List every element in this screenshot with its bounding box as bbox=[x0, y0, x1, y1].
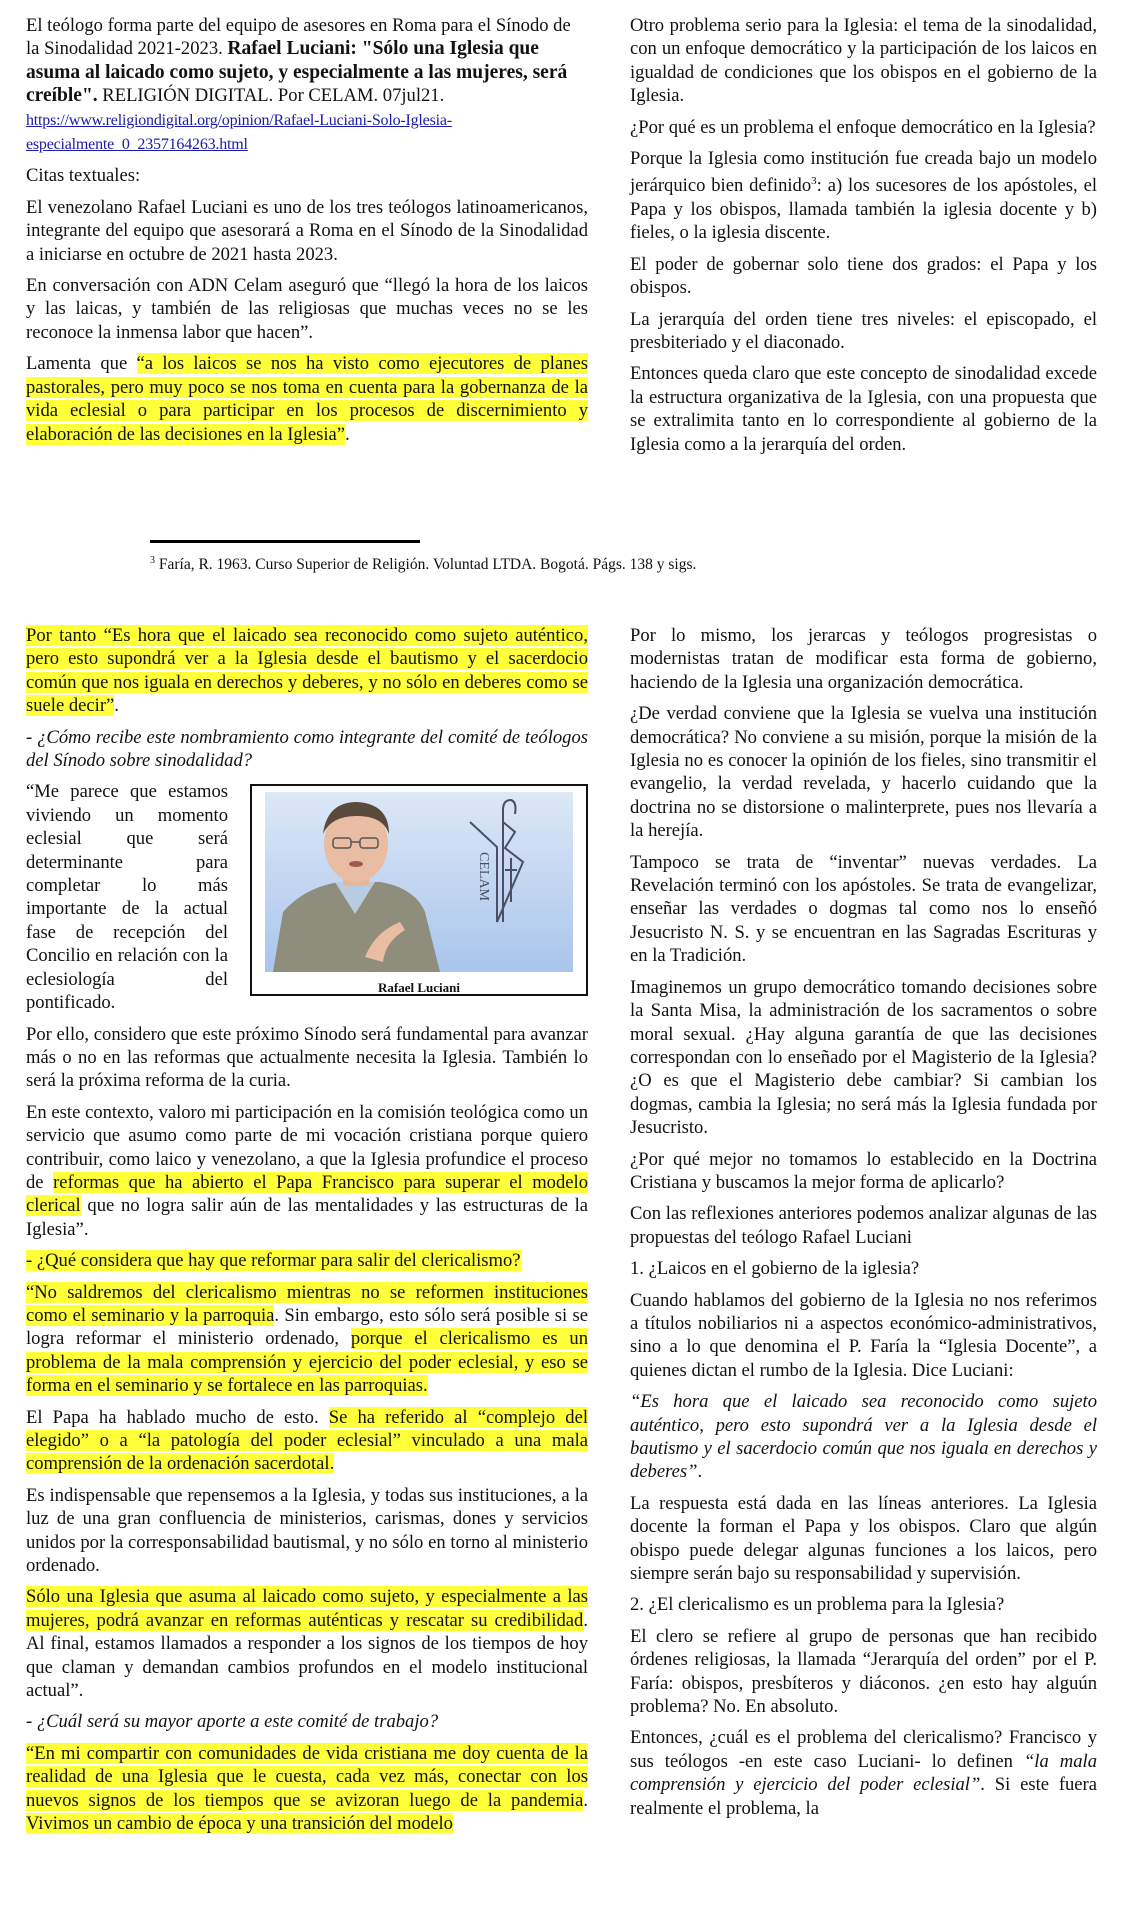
paragraph: “No saldremos del clericalismo mientras no se reformen instituciones como el seminario y la parroquia. Sin embargo, esto sólo será posible si se logra reformar el ministerio ordenado, porque el clericalismo es un problema de la mala comprensión y ejercicio del poder eclesial, y eso se forma en el seminario y se fortalece en las parroquias. bbox=[26, 1281, 588, 1397]
photo-caption: Rafael Luciani bbox=[378, 980, 460, 996]
section-heading: 1. ¿Laicos en el gobierno de la iglesia? bbox=[630, 1258, 920, 1280]
paragraph: En este contexto, valoro mi participación en la comisión teológica como un servicio que asumo como parte de mi vocación cristiana porque quiero contribuir, como laico y venezolano, a que la Iglesia profundice el proceso de reformas que ha abierto el Papa Francisco para superar el modelo clerical que no logra salir aún de las mentalidades y las estructuras de la Iglesia”. bbox=[26, 1101, 588, 1240]
intro-text: El teólogo forma parte del equipo de asesores en Roma para el Sínodo de la Sinodalidad 2021-2023. bbox=[26, 15, 571, 60]
paragraph: Por ello, considero que este próximo Sínodo será fundamental para avanzar más o no en las reformas que actualmente necesita la Iglesia. También lo será la próxima reforma de la curia. bbox=[26, 1023, 588, 1092]
source-line: RELIGIÓN DIGITAL. Por CELAM. 07jul21. bbox=[97, 85, 445, 107]
paragraph: El clero se refiere al grupo de personas que han recibido órdenes religiosas, la llamada “Jerarquía del orden” por el P. Faría: obispos, presbíteros y diáconos. ¿en esto hay alguún problema? No. En absoluto. bbox=[630, 1625, 1097, 1718]
footnote bbox=[150, 555, 696, 574]
footnote-number: 3 bbox=[150, 555, 155, 566]
paragraph: Entonces queda claro que este concepto de sinodalidad excede la estructura organizativa de la Iglesia, con una propuesta que se extralimita tanto en lo correspondiente al gobierno de la Iglesia como a la jerarquía del orden. bbox=[630, 363, 1097, 455]
interview-question: - ¿Cómo recibe este nombramiento como integrante del comité de teólogos del Sínodo sobre sinodalidad? bbox=[26, 726, 588, 772]
article-headline: Rafael Luciani: "Sólo una Iglesia que asuma al laicado como sujeto, y especialmente a las mujeres, será creíble". bbox=[26, 38, 568, 107]
footnote-ref[interactable]: 3 bbox=[811, 175, 817, 188]
highlighted-quote: “a los laicos se nos ha visto como ejecutores de planes pastorales, pero muy poco se nos toma en cuenta para la gobernanza de la vida eclesial o para participar en los procesos de discernimiento y elaboración de las decisiones en la Iglesia” bbox=[26, 353, 588, 445]
highlighted-text: Se ha referido al “complejo del elegido” o a “la patología del poder eclesial” vinculado a una mala comprensión de la ordenación sacerdotal. bbox=[26, 1406, 588, 1475]
interview-question: - ¿Cuál será su mayor aporte a este comité de trabajo? bbox=[26, 1711, 439, 1733]
footnote-text: Faría, R. 1963. Curso Superior de Religión. Voluntad LTDA. Bogotá. Págs. 138 y sigs. bbox=[155, 556, 697, 574]
highlighted-text: porque el clericalismo es un problema de la mala comprensión y ejercicio del poder eclesial, y eso se forma en el seminario y se fortalece en las parroquias. bbox=[26, 1328, 588, 1397]
highlighted-quote: Por tanto “Es hora que el laicado sea reconocido como sujeto auténtico, pero esto supondrá ver a la Iglesia desde el bautismo y el sacerdocio común que nos iguala en derechos y deberes, y no sólo en deberes como se suele decir” bbox=[26, 625, 588, 717]
paragraph: Sólo una Iglesia que asuma al laicado como sujeto, y especialmente a las mujeres, podrá avanzar en reformas auténticas y rescatar su credibilidad. Al final, estamos llamados a responder a los signos de los tiempos de hoy que claman y demandan cambios profundos en el modelo institucional actual”. bbox=[26, 1586, 588, 1702]
citas-label: Citas textuales: bbox=[26, 165, 141, 187]
paragraph: El poder de gobernar solo tiene dos grados: el Papa y los obispos. bbox=[630, 253, 1097, 299]
svg-text:CELAM: CELAM bbox=[476, 852, 491, 902]
paragraph: El venezolano Rafael Luciani es uno de los tres teólogos latinoamericanos, integrante del equipo que asesorará a Roma en el Sínodo de la Sinodalidad a iniciarse en octubre de 2021 hasta 2023. bbox=[26, 196, 588, 265]
person-photo-icon bbox=[265, 792, 573, 972]
highlighted-text: “En mi compartir con comunidades de vida cristiana me doy cuenta de la realidad de una Iglesia que le cuesta, cada vez más, conectar con los nuevos signos de los tiempos que se avizoran luego de la pandemia bbox=[26, 1742, 588, 1811]
question-paragraph: ¿Por qué es un problema el enfoque democrático en la Iglesia? bbox=[630, 116, 1096, 138]
highlighted-text: Sólo una Iglesia que asuma al laicado como sujeto, y especialmente a las mujeres, podrá avanzar en reformas auténticas y rescatar su credibilidad bbox=[26, 1586, 588, 1631]
paragraph: La jerarquía del orden tiene tres niveles: el episcopado, el presbiteriado y el diaconado. bbox=[630, 308, 1097, 354]
paragraph: Por tanto “Es hora que el laicado sea reconocido como sujeto auténtico, pero esto supondrá ver a la Iglesia desde el bautismo y el sacerdocio común que nos iguala en derechos y deberes, y no sólo en deberes como se suele decir”. bbox=[26, 625, 588, 717]
section-heading: 2. ¿El clericalismo es un problema para la Iglesia? bbox=[630, 1594, 1005, 1616]
paragraph: Lamenta que “a los laicos se nos ha visto como ejecutores de planes pastorales, pero muy poco se nos toma en cuenta para la gobernanza de la vida eclesial o para participar en los procesos de discernimiento y elaboración de las decisiones en la Iglesia”. bbox=[26, 353, 588, 445]
highlighted-text: Vivimos un cambio de época y una transición del modelo bbox=[26, 1813, 453, 1835]
footnote-divider bbox=[150, 540, 420, 543]
paragraph: Es indispensable que repensemos a la Iglesia, y todas sus instituciones, a la luz de una gran confluencia de ministerios, carismas, dones y servicios unidos por la corresponsabilidad bautismal, y no sólo en torno al ministerio ordenado. bbox=[26, 1484, 588, 1577]
highlighted-text: “No saldremos del clericalismo mientras no se reformen instituciones como el seminario y la parroquia bbox=[26, 1281, 588, 1326]
paragraph: La respuesta está dada en las líneas anteriores. La Iglesia docente la forman el Papa y los obispos. Claro que algún obispo puede delegar algunas funciones a los laicos, pero siempre serán bajo su responsabilidad y supervisión. bbox=[630, 1492, 1097, 1585]
paragraph: Por lo mismo, los jerarcas y teólogos progresistas o modernistas tratan de modificar esta forma de gobierno, haciendo de la Iglesia una organización democrática. bbox=[630, 625, 1097, 693]
block-quote: “Es hora que el laicado sea reconocido como sujeto auténtico, pero esto supondrá ver a la Iglesia desde el bautismo y el sacerdocio común que nos iguala en derechos y deberes”. bbox=[630, 1391, 1097, 1483]
page1-right-column bbox=[630, 14, 1097, 464]
text-with-photo bbox=[26, 780, 588, 1014]
paragraph: Cuando hablamos del gobierno de la Iglesia no nos referimos a títulos nobiliarios ni a aspectos económico-administrativos, sino a lo que denomina el P. Faría la “Iglesia Docente”, a quienes dictan el rumbo de la Iglesia. Dice Luciani: bbox=[630, 1289, 1097, 1381]
celam-logo-icon bbox=[470, 800, 523, 922]
page2-left-column bbox=[26, 624, 588, 1844]
paragraph: Con las reflexiones anteriores podemos analizar algunas de las propuestas del teólogo Rafael Luciani bbox=[630, 1203, 1097, 1248]
paragraph: El Papa ha hablado mucho de esto. Se ha referido al “complejo del elegido” o a “la patología del poder eclesial” vinculado a una mala comprensión de la ordenación sacerdotal. bbox=[26, 1406, 588, 1475]
page1-left-column bbox=[26, 14, 588, 454]
paragraph: Porque la Iglesia como institución fue creada bajo un modelo jerárquico bien definido$^3$: a) los sucesores de los apóstoles, el Papa y los obispos, llamada también la iglesia docente y b) fieles, o la iglesia discente. bbox=[630, 148, 1097, 244]
paragraph: Imaginemos un grupo democrático tomando decisiones sobre la Santa Misa, la administración de los sacramentos o sobre moral sexual. ¿Hay alguna garantía de que las decisiones correspondan con lo enseñado por el Magisterio de la Iglesia? ¿O es que el Magisterio debe cambiar? Si cambian los dogmas, cambia la Iglesia; no será más la Iglesia fundada por Jesucristo. bbox=[630, 976, 1097, 1139]
photo-frame bbox=[250, 784, 588, 996]
paragraph: ¿De verdad conviene que la Iglesia se vuelva una institución democrática? No conviene a su misión, porque la misión de la Iglesia no es conocer la opinión de los fieles, sino transmitir el evangelio, la verdad revelada, y hacerlo cuidando que la doctrina no se distorsione o malinterprete, pues nos llevaría a la herejía. bbox=[630, 703, 1097, 842]
article-url-link[interactable]: https://www.religiondigital.org/opinion/Rafael-Luciani-Solo-Iglesia-especialmente_0_2357164263.html bbox=[26, 111, 452, 154]
paragraph: Entonces, ¿cuál es el problema del clericalismo? Francisco y sus teólogos -en este caso Luciani- lo definen “la mala comprensión y ejercicio del poder eclesial”. Si este fuera realmente el problema, la bbox=[630, 1727, 1098, 1819]
paragraph: Tampoco se trata de “inventar” nuevas verdades. La Revelación terminó con los apóstoles. Se trata de evangelizar, enseñar las verdades o dogmas tal como nos lo enseñó Jesucristo N. S. y se encuentran en las Sagradas Escrituras y en la Tradición. bbox=[630, 851, 1097, 967]
page2-right-column bbox=[630, 624, 1097, 1828]
interview-question: - ¿Qué considera que hay que reformar para salir del clericalismo? bbox=[26, 1250, 521, 1272]
paragraph: En conversación con ADN Celam aseguró que “llegó la hora de los laicos y las laicas, y también de las religiosas que muchas veces no se les reconoce la inmensa labor que hacen”. bbox=[26, 275, 588, 343]
highlighted-text: reformas que ha abierto el Papa Francisco para superar el modelo clerical bbox=[26, 1171, 588, 1217]
paragraph: “Me parece que estamos viviendo un momento eclesial que será determinante para completar lo más importante de la actual fase de recepción del Concilio en relación con la eclesiología del pontificado. bbox=[26, 781, 228, 1014]
paragraph: “En mi compartir con comunidades de vida cristiana me doy cuenta de la realidad de una Iglesia que le cuesta, cada vez más, conectar con los nuevos signos de los tiempos que se avizoran luego de la pandemia. Vivimos un cambio de época y una transición del modelo bbox=[26, 1742, 588, 1835]
article-header bbox=[26, 14, 588, 156]
portrait-photo bbox=[265, 792, 573, 972]
paragraph: Otro problema serio para la Iglesia: el tema de la sinodalidad, con un enfoque democrático y la participación de los laicos en igualdad de condiciones que los obispos en el gobierno de la Iglesia. bbox=[630, 15, 1097, 107]
paragraph: ¿Por qué mejor no tomamos lo establecido en la Doctrina Cristiana y buscamos la mejor forma de aplicarlo? bbox=[630, 1148, 1097, 1193]
